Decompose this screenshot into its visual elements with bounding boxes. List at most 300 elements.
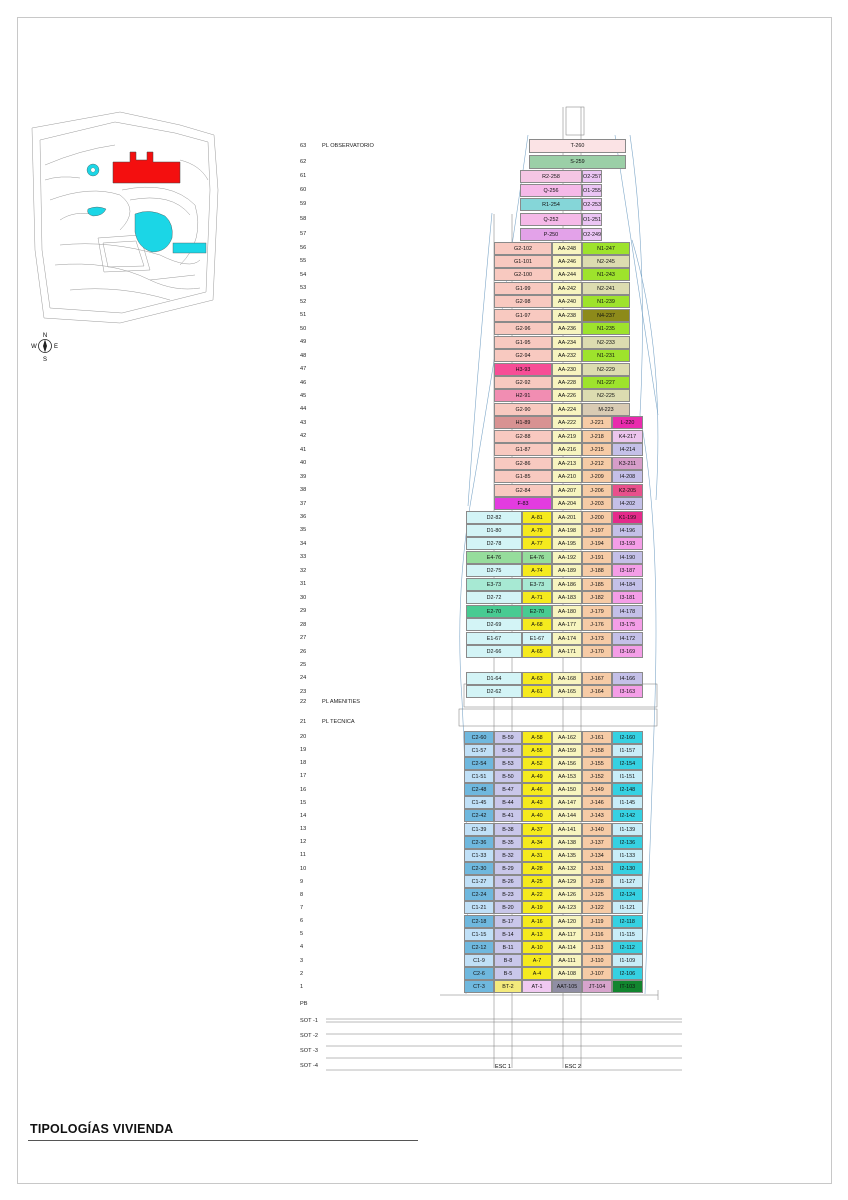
unit-cell: J-194 (582, 537, 612, 550)
unit-cell: O2-257 (582, 170, 602, 183)
floor-number: 20 (300, 734, 307, 740)
floor-number: 52 (300, 298, 307, 305)
unit-cell: AA-246 (552, 255, 582, 268)
unit-cell: AA-242 (552, 282, 582, 295)
unit-cell: E2-70 (466, 605, 522, 618)
unit-cell: S-259 (529, 155, 626, 169)
floor-number: 6 (300, 918, 304, 925)
unit-cell: Q-252 (520, 213, 582, 226)
unit-cell: E1-67 (522, 632, 552, 645)
unit-cell: K1-199 (612, 511, 643, 524)
unit-cell: C2-36 (464, 836, 494, 849)
unit-cell: G1-99 (494, 282, 552, 295)
unit-cell: J-200 (582, 511, 612, 524)
floor-number: 49 (300, 339, 307, 346)
floor-number: 36 (300, 514, 307, 520)
floor-number: PB (300, 1001, 308, 1007)
unit-cell: N2-225 (582, 389, 630, 402)
unit-cell: N1-239 (582, 295, 630, 308)
unit-cell: B-50 (494, 770, 522, 783)
floor-number: 51 (300, 312, 307, 319)
unit-cell: A-43 (522, 796, 552, 809)
unit-cell: I1-151 (612, 770, 643, 783)
unit-cell: E1-67 (466, 632, 522, 645)
unit-cell: B-23 (494, 888, 522, 901)
unit-cell: A-13 (522, 928, 552, 941)
unit-cell: B-35 (494, 836, 522, 849)
unit-cell: AA-171 (552, 645, 582, 658)
unit-cell: G2-102 (494, 242, 552, 255)
unit-cell: A-49 (522, 770, 552, 783)
unit-cell: A-28 (522, 862, 552, 875)
unit-cell: I1-109 (612, 954, 643, 967)
unit-cell: AA-108 (552, 967, 582, 980)
unit-cell: G1-97 (494, 309, 552, 322)
unit-cell: AA-117 (552, 928, 582, 941)
unit-cell: B-53 (494, 757, 522, 770)
unit-cell: C2-48 (464, 783, 494, 796)
unit-cell: L-220 (612, 416, 643, 429)
unit-cell: J-218 (582, 430, 612, 443)
floor-number: 23 (300, 688, 307, 695)
floor-number: 28 (300, 621, 307, 628)
unit-cell: N2-245 (582, 255, 630, 268)
unit-cell: J-140 (582, 823, 612, 836)
unit-cell: AA-111 (552, 954, 582, 967)
unit-cell: E2-70 (522, 605, 552, 618)
stair-2-label: ESC 2 (565, 1064, 581, 1070)
unit-cell: J-155 (582, 757, 612, 770)
unit-cell: A-68 (522, 618, 552, 631)
unit-cell: I2-130 (612, 862, 643, 875)
unit-cell: AA-168 (552, 672, 582, 685)
unit-cell: A-40 (522, 809, 552, 822)
unit-cell: I4-166 (612, 672, 643, 685)
floor-number: 34 (300, 540, 307, 547)
unit-cell: J-206 (582, 484, 612, 497)
floor-number: 3 (300, 957, 304, 964)
unit-cell: J-185 (582, 578, 612, 591)
unit-cell: I3-175 (612, 618, 643, 631)
unit-cell: I2-142 (612, 809, 643, 822)
unit-cell: H3-93 (494, 363, 552, 376)
unit-cell: C2-54 (464, 757, 494, 770)
unit-cell: N2-229 (582, 363, 630, 376)
unit-cell: A-55 (522, 744, 552, 757)
unit-cell: J-134 (582, 849, 612, 862)
unit-cell: C1-33 (464, 849, 494, 862)
floor-number: SOT -4 (300, 1063, 318, 1069)
unit-cell: I4-184 (612, 578, 643, 591)
unit-cell: O2-253 (582, 198, 602, 211)
title-underline (28, 1140, 418, 1141)
unit-cell: J-119 (582, 915, 612, 928)
unit-cell: AA-201 (552, 511, 582, 524)
unit-cell: J-128 (582, 875, 612, 888)
unit-cell: A-63 (522, 672, 552, 685)
compass-s: S (42, 357, 48, 363)
unit-cell: N2-233 (582, 336, 630, 349)
unit-cell: AA-132 (552, 862, 582, 875)
unit-cell: B-5 (494, 967, 522, 980)
unit-cell: A-25 (522, 875, 552, 888)
floor-number: 26 (300, 648, 307, 655)
unit-cell: M-223 (582, 403, 630, 416)
unit-cell: E3-73 (466, 578, 522, 591)
unit-cell: N1-231 (582, 349, 630, 362)
unit-cell: O1-251 (582, 213, 602, 226)
unit-cell: E4-76 (466, 551, 522, 564)
unit-cell: A-31 (522, 849, 552, 862)
floor-number: 5 (300, 931, 304, 938)
unit-cell: D1-80 (466, 524, 522, 537)
unit-cell: J-110 (582, 954, 612, 967)
unit-cell: A-71 (522, 591, 552, 604)
floor-number: SOT -2 (300, 1033, 318, 1039)
unit-cell: C1-27 (464, 875, 494, 888)
floor-name: PL OBSERVATORIO (322, 143, 374, 149)
floor-number: 17 (300, 773, 307, 780)
unit-cell: AA-207 (552, 484, 582, 497)
unit-cell: AA-244 (552, 268, 582, 281)
unit-cell: J-203 (582, 497, 612, 510)
unit-cell: Q-256 (520, 184, 582, 197)
unit-cell: I4-178 (612, 605, 643, 618)
unit-cell: I3-163 (612, 685, 643, 698)
unit-cell: J-137 (582, 836, 612, 849)
unit-cell: BT-2 (494, 980, 522, 993)
unit-cell: AA-129 (552, 875, 582, 888)
unit-cell: AA-230 (552, 363, 582, 376)
floor-number: 48 (300, 352, 307, 359)
unit-cell: B-14 (494, 928, 522, 941)
unit-cell: E3-73 (522, 578, 552, 591)
floor-number: 15 (300, 799, 307, 806)
unit-cell: AA-234 (552, 336, 582, 349)
floor-number: 10 (300, 865, 307, 872)
unit-cell: I4-214 (612, 443, 643, 456)
unit-cell: C2-30 (464, 862, 494, 875)
unit-cell: G1-95 (494, 336, 552, 349)
unit-cell: R1-254 (520, 198, 582, 211)
floor-number: 32 (300, 567, 307, 574)
unit-cell: B-8 (494, 954, 522, 967)
unit-cell: I2-106 (612, 967, 643, 980)
unit-cell: H1-89 (494, 416, 552, 429)
floor-number: 55 (300, 258, 307, 265)
unit-cell: AT-1 (522, 980, 552, 993)
unit-cell: J-161 (582, 731, 612, 744)
unit-cell: AA-144 (552, 809, 582, 822)
floor-number: 30 (300, 594, 307, 601)
unit-cell: AA-248 (552, 242, 582, 255)
unit-cell: C2-12 (464, 941, 494, 954)
compass-e: E (53, 344, 59, 350)
unit-cell: I3-169 (612, 645, 643, 658)
unit-cell: B-32 (494, 849, 522, 862)
unit-cell: I2-160 (612, 731, 643, 744)
unit-cell: AA-180 (552, 605, 582, 618)
stair-1-label: ESC 1 (495, 1064, 511, 1070)
unit-cell: J-125 (582, 888, 612, 901)
unit-cell: J-170 (582, 645, 612, 658)
unit-cell: J-215 (582, 443, 612, 456)
floor-number: 35 (300, 527, 307, 534)
unit-cell: G1-85 (494, 470, 552, 483)
unit-cell: J-116 (582, 928, 612, 941)
unit-cell: C1-51 (464, 770, 494, 783)
floor-number: 63 (300, 143, 307, 149)
floor-number: 57 (300, 231, 307, 237)
unit-cell: AA-226 (552, 389, 582, 402)
unit-cell: G2-94 (494, 349, 552, 362)
unit-cell: A-58 (522, 731, 552, 744)
floor-number: 62 (300, 159, 307, 165)
unit-cell: D1-64 (466, 672, 522, 685)
unit-cell: J-167 (582, 672, 612, 685)
unit-cell: A-7 (522, 954, 552, 967)
unit-cell: AA-186 (552, 578, 582, 591)
unit-cell: J-149 (582, 783, 612, 796)
unit-cell: O1-255 (582, 184, 602, 197)
unit-cell: I2-148 (612, 783, 643, 796)
unit-cell: K3-211 (612, 457, 643, 470)
unit-cell: J-107 (582, 967, 612, 980)
compass-n: N (42, 333, 48, 339)
unit-cell: D2-72 (466, 591, 522, 604)
unit-cell: AA-114 (552, 941, 582, 954)
unit-cell: A-19 (522, 901, 552, 914)
unit-cell: J-122 (582, 901, 612, 914)
unit-cell: AA-141 (552, 823, 582, 836)
unit-cell: C2-24 (464, 888, 494, 901)
floor-number: 18 (300, 760, 307, 767)
unit-cell: A-34 (522, 836, 552, 849)
unit-cell: A-74 (522, 564, 552, 577)
floor-number: 14 (300, 812, 307, 819)
unit-cell: AA-126 (552, 888, 582, 901)
unit-cell: D2-75 (466, 564, 522, 577)
unit-cell: A-37 (522, 823, 552, 836)
unit-cell: A-16 (522, 915, 552, 928)
unit-cell: AA-195 (552, 537, 582, 550)
unit-cell: B-47 (494, 783, 522, 796)
floor-number: 22 (300, 699, 307, 705)
floor-number: 61 (300, 173, 307, 179)
unit-cell: AA-174 (552, 632, 582, 645)
unit-cell: I3-193 (612, 537, 643, 550)
unit-cell: AA-236 (552, 322, 582, 335)
unit-cell: G2-98 (494, 295, 552, 308)
unit-cell: E4-76 (522, 551, 552, 564)
unit-cell: A-22 (522, 888, 552, 901)
floor-number: 42 (300, 433, 307, 440)
unit-cell: J-191 (582, 551, 612, 564)
unit-cell: J-209 (582, 470, 612, 483)
unit-cell: J-176 (582, 618, 612, 631)
floor-number: 21 (300, 719, 307, 725)
unit-cell: N1-235 (582, 322, 630, 335)
floor-number: 47 (300, 366, 307, 373)
unit-cell: AA-240 (552, 295, 582, 308)
unit-cell: AA-224 (552, 403, 582, 416)
floor-number: 24 (300, 675, 307, 682)
unit-cell: JT-104 (582, 980, 612, 993)
floor-number: 38 (300, 487, 307, 494)
unit-cell: J-131 (582, 862, 612, 875)
unit-cell: H2-91 (494, 389, 552, 402)
unit-cell: C2-42 (464, 809, 494, 822)
unit-cell: G1-87 (494, 443, 552, 456)
unit-cell: D2-78 (466, 537, 522, 550)
unit-cell: T-260 (529, 139, 626, 153)
unit-cell: AAT-105 (552, 980, 582, 993)
unit-cell: J-113 (582, 941, 612, 954)
unit-cell: AA-153 (552, 770, 582, 783)
floor-number: SOT -1 (300, 1018, 318, 1024)
unit-cell: AA-162 (552, 731, 582, 744)
unit-cell: AA-150 (552, 783, 582, 796)
floor-number: SOT -3 (300, 1048, 318, 1054)
unit-cell: G2-86 (494, 457, 552, 470)
unit-cell: J-197 (582, 524, 612, 537)
unit-cell: N4-237 (582, 309, 630, 322)
floor-number: 54 (300, 271, 307, 278)
unit-cell: C1-45 (464, 796, 494, 809)
floor-number: 8 (300, 891, 304, 898)
unit-cell: N1-243 (582, 268, 630, 281)
floor-number: 4 (300, 944, 304, 951)
unit-cell: I2-136 (612, 836, 643, 849)
floor-number: 1 (300, 983, 304, 990)
unit-cell: AA-219 (552, 430, 582, 443)
floor-number: 7 (300, 904, 304, 911)
floor-number: 41 (300, 446, 307, 453)
unit-cell: I1-157 (612, 744, 643, 757)
unit-cell: C2-18 (464, 915, 494, 928)
unit-cell: F-83 (494, 497, 552, 510)
floor-number: 27 (300, 635, 307, 642)
unit-cell: G2-90 (494, 403, 552, 416)
unit-cell: B-38 (494, 823, 522, 836)
unit-cell: N1-227 (582, 376, 630, 389)
unit-cell: I3-187 (612, 564, 643, 577)
unit-cell: I1-121 (612, 901, 643, 914)
unit-cell: A-77 (522, 537, 552, 550)
floor-number: 39 (300, 473, 307, 480)
unit-cell: AA-165 (552, 685, 582, 698)
unit-cell: D2-69 (466, 618, 522, 631)
unit-cell: I1-127 (612, 875, 643, 888)
floor-number: 12 (300, 839, 307, 846)
floor-number: 31 (300, 581, 307, 588)
floor-number: 11 (300, 852, 306, 859)
floor-number: 43 (300, 419, 307, 426)
unit-cell: C2-60 (464, 731, 494, 744)
unit-cell: I3-181 (612, 591, 643, 604)
unit-cell: I4-208 (612, 470, 643, 483)
unit-cell: AA-123 (552, 901, 582, 914)
unit-cell: B-29 (494, 862, 522, 875)
unit-cell: J-152 (582, 770, 612, 783)
floor-number: 2 (300, 970, 304, 977)
unit-cell: B-41 (494, 809, 522, 822)
unit-cell: I2-154 (612, 757, 643, 770)
floor-number: 58 (300, 216, 307, 222)
unit-cell: I2-124 (612, 888, 643, 901)
unit-cell: J-182 (582, 591, 612, 604)
unit-cell: J-158 (582, 744, 612, 757)
unit-cell: C1-57 (464, 744, 494, 757)
floor-number: 53 (300, 285, 307, 292)
unit-cell: A-65 (522, 645, 552, 658)
unit-cell: J-221 (582, 416, 612, 429)
unit-cell: I2-118 (612, 915, 643, 928)
unit-cell: A-4 (522, 967, 552, 980)
floor-number: 56 (300, 245, 307, 251)
unit-cell: J-173 (582, 632, 612, 645)
unit-cell: I1-133 (612, 849, 643, 862)
floor-number: 60 (300, 187, 307, 193)
unit-cell: J-212 (582, 457, 612, 470)
unit-cell: J-146 (582, 796, 612, 809)
unit-cell: B-17 (494, 915, 522, 928)
unit-cell: AA-183 (552, 591, 582, 604)
unit-cell: G2-96 (494, 322, 552, 335)
floor-number: 44 (300, 406, 307, 413)
unit-cell: AA-189 (552, 564, 582, 577)
unit-cell: B-26 (494, 875, 522, 888)
floor-number: 33 (300, 554, 307, 561)
unit-cell: K4-217 (612, 430, 643, 443)
unit-cell: AA-159 (552, 744, 582, 757)
unit-cell: B-56 (494, 744, 522, 757)
unit-cell: AA-177 (552, 618, 582, 631)
unit-cell: I1-115 (612, 928, 643, 941)
unit-cell: I1-139 (612, 823, 643, 836)
floor-number: 40 (300, 460, 307, 467)
unit-cell: B-59 (494, 731, 522, 744)
unit-cell: AA-213 (552, 457, 582, 470)
unit-cell: I4-172 (612, 632, 643, 645)
unit-cell: AA-232 (552, 349, 582, 362)
unit-cell: C2-6 (464, 967, 494, 980)
unit-cell: AA-228 (552, 376, 582, 389)
unit-cell: K2-205 (612, 484, 643, 497)
unit-cell: A-79 (522, 524, 552, 537)
unit-cell: N1-247 (582, 242, 630, 255)
unit-cell: CT-3 (464, 980, 494, 993)
unit-cell: J-164 (582, 685, 612, 698)
compass-w: W (31, 344, 37, 350)
unit-cell: D2-82 (466, 511, 522, 524)
unit-cell: B-44 (494, 796, 522, 809)
unit-cell: G2-100 (494, 268, 552, 281)
floor-number: 29 (300, 608, 307, 615)
unit-cell: D2-62 (466, 685, 522, 698)
floor-number: 45 (300, 392, 307, 399)
unit-cell: I1-145 (612, 796, 643, 809)
unit-cell: C1-9 (464, 954, 494, 967)
page-title: TIPOLOGÍAS VIVIENDA (30, 1122, 174, 1136)
unit-cell: G2-92 (494, 376, 552, 389)
floor-number: 16 (300, 786, 307, 793)
unit-cell: I4-202 (612, 497, 643, 510)
floor-number: 37 (300, 500, 307, 507)
unit-cell: C1-15 (464, 928, 494, 941)
unit-cell: AA-192 (552, 551, 582, 564)
unit-cell: N2-241 (582, 282, 630, 295)
